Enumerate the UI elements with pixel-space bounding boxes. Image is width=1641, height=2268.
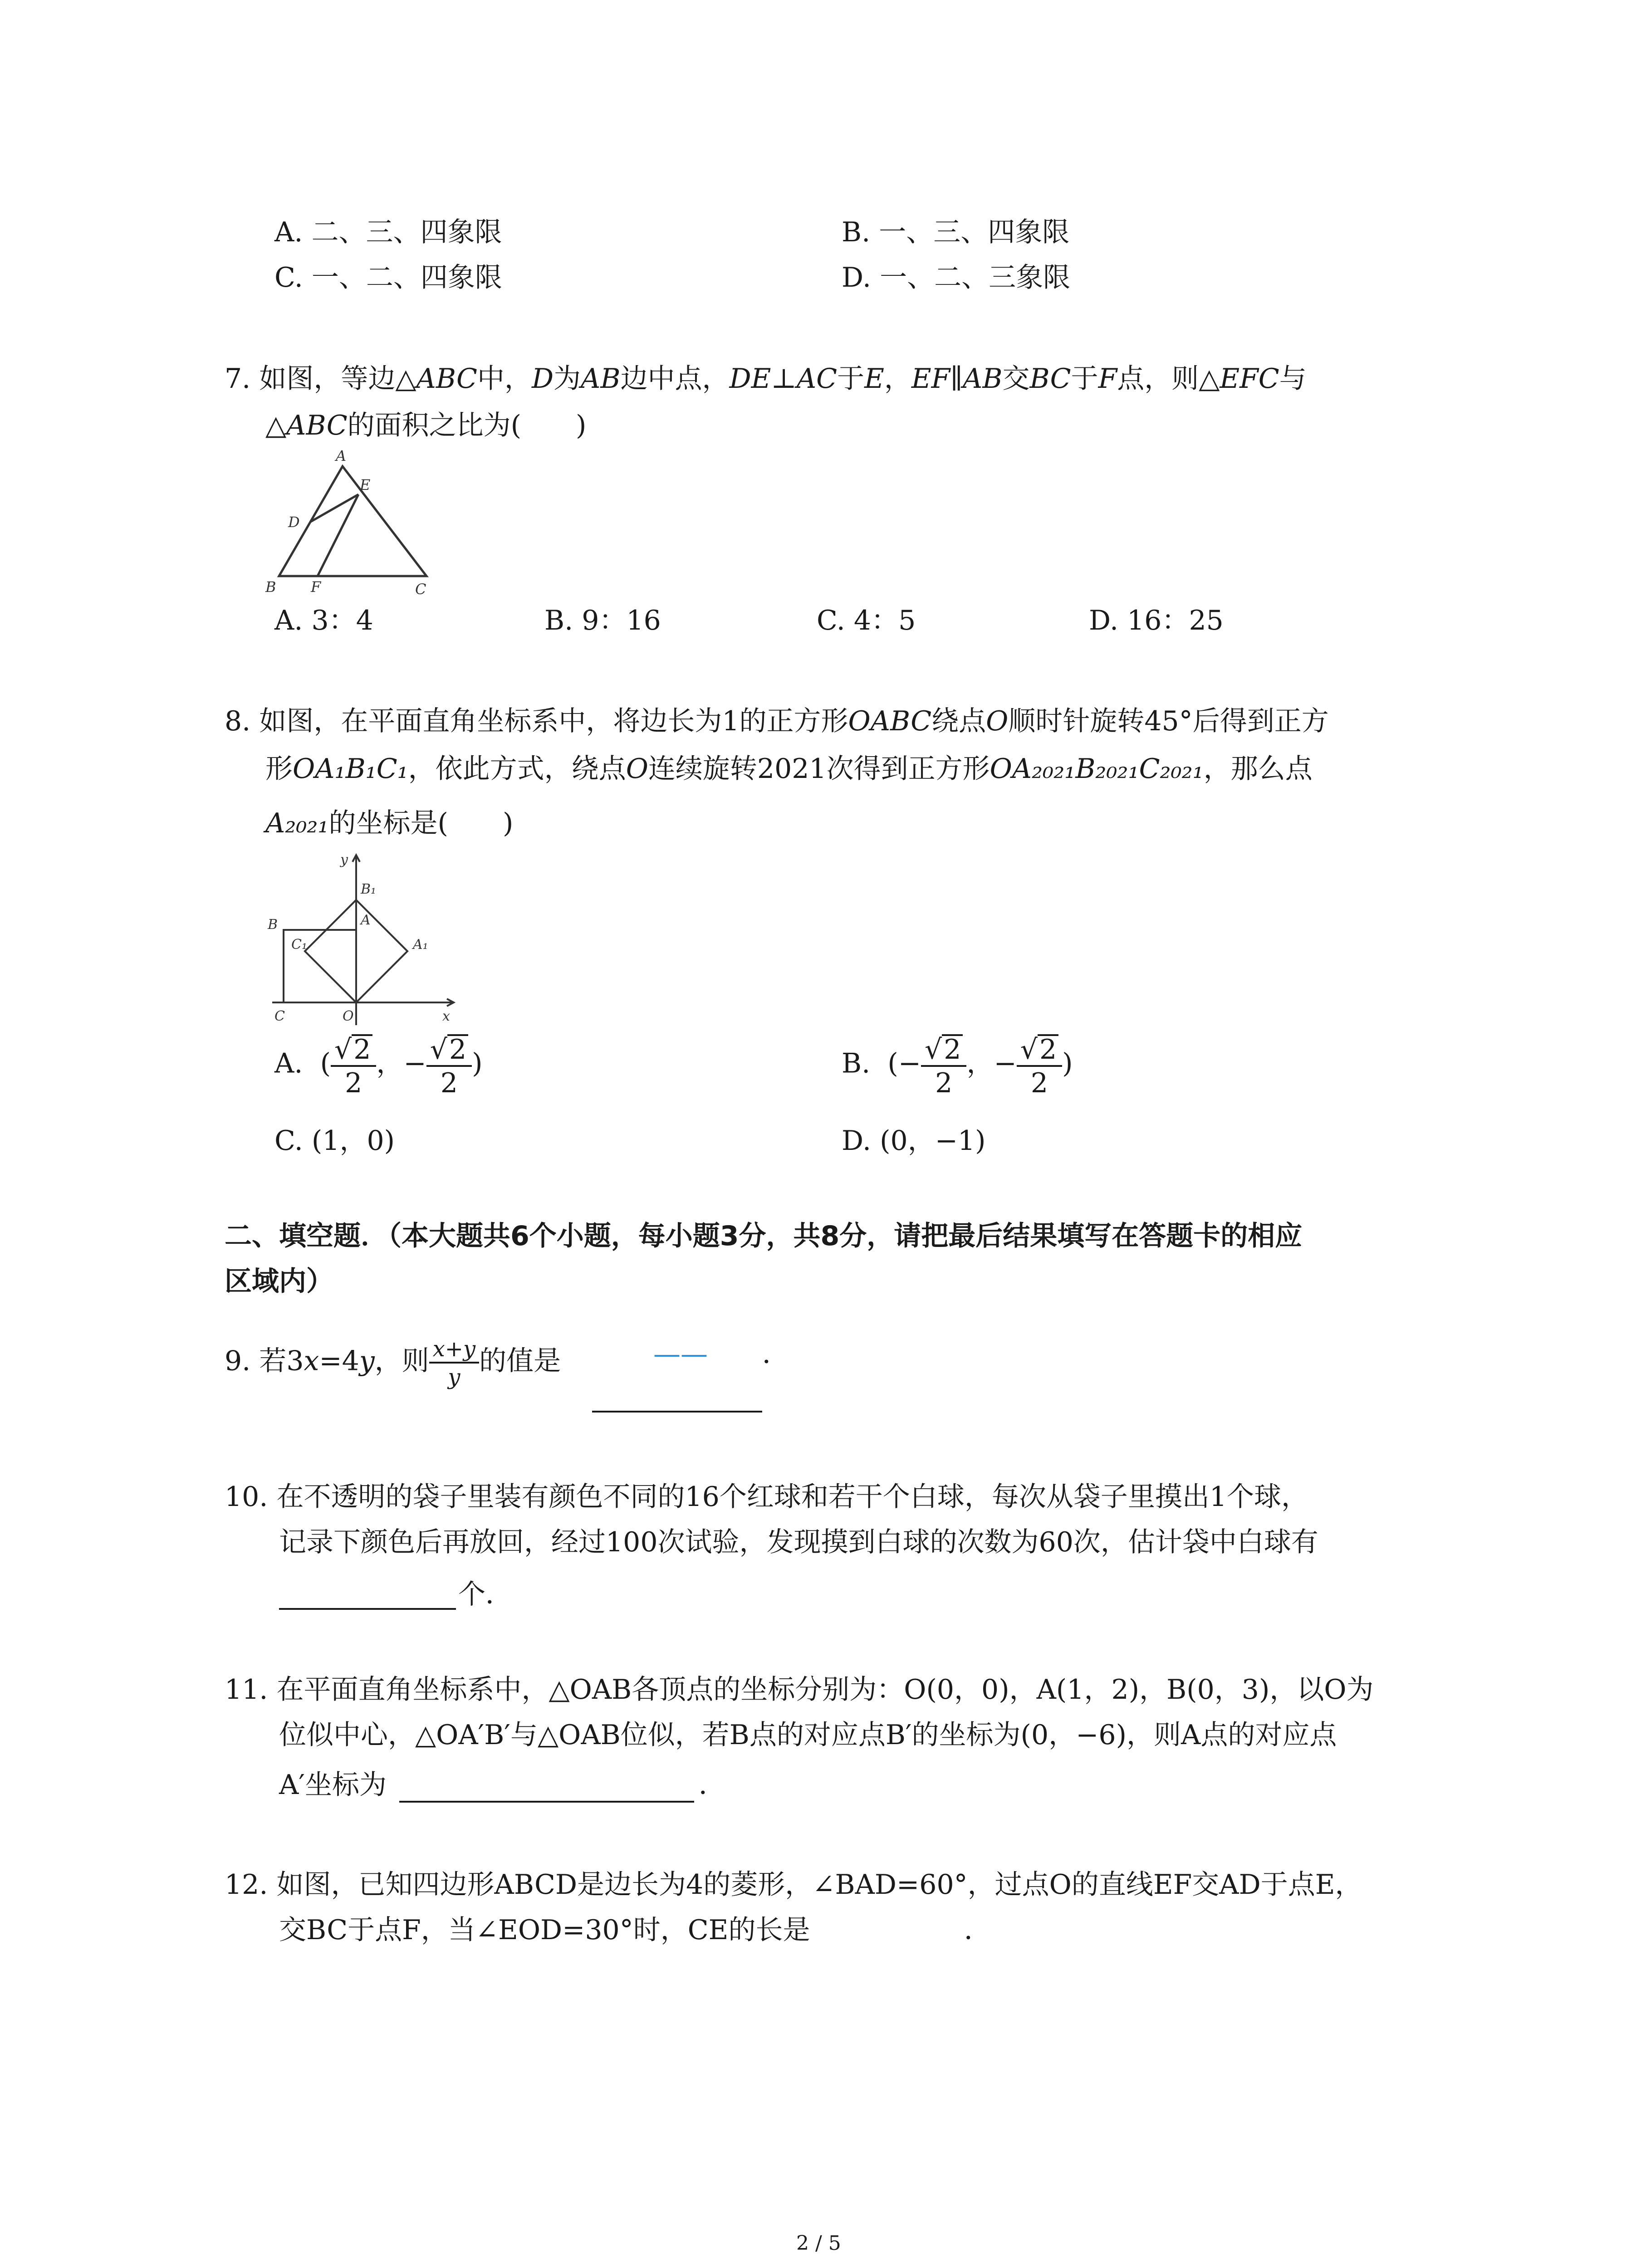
- q6-option-a: A. 二、三、四象限: [274, 216, 502, 248]
- q7-label-a: A: [336, 447, 347, 464]
- section-2-heading-line-1: 二、填空题．（本大题共6个小题，每小题3分，共8分，请把最后结果填写在答题卡的相应: [225, 1220, 1303, 1252]
- q8-text: 如图，在平面直角坐标系中，将边长为1的正方形: [259, 705, 848, 737]
- q7-text: ∥: [950, 363, 963, 395]
- q8-option-a: [274, 1034, 483, 1097]
- q8-fraction: $\frac{√2}{2}$: [331, 1034, 376, 1097]
- q7-label-b: B: [265, 578, 276, 596]
- q9-number: 9.: [225, 1345, 251, 1377]
- q9-num: x+y: [429, 1338, 479, 1364]
- q8-number: 8.: [225, 705, 251, 737]
- q8-paren: ): [472, 1047, 483, 1080]
- q7-text: ABC: [286, 410, 348, 441]
- q7-label-e: E: [360, 476, 371, 494]
- q7-text: 如图，等边△: [259, 363, 416, 395]
- q8-option-b-prefix: B.: [842, 1047, 871, 1080]
- q12-line-1: [225, 1869, 1362, 1901]
- q8-sqrt: 2: [352, 1034, 372, 1063]
- q8-option-c: C. (1，0): [274, 1125, 395, 1157]
- q7-text: 为: [554, 363, 581, 395]
- q8-paren: ): [1062, 1047, 1073, 1080]
- q7-text: D: [531, 363, 554, 395]
- q8-label-x: x: [442, 1008, 450, 1024]
- q8-label-o: O: [343, 1008, 354, 1024]
- q11-line-3: A′坐标为: [279, 1769, 387, 1801]
- q10-line-3-end: 个．: [458, 1579, 513, 1610]
- q7-text: AB: [963, 363, 1003, 395]
- q11-number: 11.: [225, 1674, 268, 1706]
- q7-label-c: C: [415, 581, 426, 598]
- q8-line-1: [225, 705, 1329, 737]
- page-number: 2 / 5: [796, 2232, 841, 2255]
- q7-text: DE: [729, 363, 771, 395]
- q8-minus: −: [898, 1047, 921, 1080]
- q8-fraction: $\frac{√2}{2}$: [426, 1034, 472, 1097]
- q7-text: 中，: [477, 363, 532, 395]
- q7-text: BC: [1029, 363, 1071, 395]
- q10-line-1: [225, 1481, 1309, 1513]
- q8-text: 形: [265, 753, 293, 785]
- q11-line-1: [225, 1674, 1374, 1706]
- q11-line-2: 位似中心，△OA′B′与△OAB位似，若B点的对应点B′的坐标为(0，−6)，则A点的对应点: [279, 1719, 1337, 1751]
- q7-option-c: C. 4：5: [817, 605, 916, 636]
- q7-text: ，: [884, 363, 911, 395]
- q8-den: 2: [345, 1067, 362, 1099]
- q8-label-y: y: [340, 852, 348, 868]
- q7-option-a: A. 3：4: [274, 605, 373, 636]
- q7-number: 7.: [225, 363, 251, 395]
- q8-label-a: A: [361, 912, 371, 928]
- q7-text: 于: [837, 363, 865, 395]
- q8-text: OA₁B₁C₁: [293, 753, 408, 785]
- q8-text: 的坐标是( ): [328, 807, 514, 839]
- q8-label-b1: B₁: [361, 881, 377, 897]
- q8-text: OABC: [848, 705, 932, 737]
- q7-text: AC: [796, 363, 838, 395]
- q8-label-b: B: [268, 917, 278, 933]
- q7-text: 的面积之比为( ): [347, 410, 587, 441]
- q6-option-c: C. 一、二、四象限: [274, 262, 502, 293]
- q8-text: ，那么点: [1203, 753, 1313, 785]
- q11-text: 在平面直角坐标系中，△OAB各顶点的坐标分别为：O(0，0)，A(1，2)，B(0，3)，以O为: [276, 1674, 1374, 1706]
- q8-text: 绕点: [931, 705, 986, 737]
- q8-option-a-prefix: A.: [274, 1047, 303, 1080]
- q7-text: 点，则△: [1117, 363, 1220, 395]
- q7-text: 与: [1279, 363, 1307, 395]
- q12-text: 如图，已知四边形ABCD是边长为4的菱形，∠BAD=60°，过点O的直线EF交AD于点E，: [276, 1869, 1362, 1901]
- q8-text: OA₂₀₂₁B₂₀₂₁C₂₀₂₁: [989, 753, 1204, 785]
- q7-label-d: D: [288, 513, 300, 531]
- q7-line-2: [265, 412, 586, 439]
- q8-option-d: D. (0，−1): [842, 1125, 986, 1157]
- q9-text: 的值是: [479, 1345, 561, 1377]
- q9-text: 若3: [259, 1345, 304, 1377]
- q8-label-c1: C₁: [291, 937, 307, 953]
- q8-option-b: [842, 1034, 1073, 1097]
- q7-triangle-figure: [261, 445, 451, 599]
- q7-text: 交: [1002, 363, 1030, 395]
- q10-text: 在不透明的袋子里装有颜色不同的16个红球和若干个白球，每次从袋子里摸出1个球，: [276, 1481, 1309, 1513]
- q6-option-b: B. 一、三、四象限: [842, 216, 1070, 248]
- q7-option-d: D. 16：25: [1089, 605, 1224, 636]
- q7-text: E: [864, 363, 884, 395]
- q9-text: ，则: [374, 1345, 429, 1377]
- section-2-heading-line-2: 区域内）: [225, 1266, 333, 1297]
- q10-number: 10.: [225, 1481, 268, 1513]
- q8-line-3: [265, 807, 514, 839]
- q7-line-1: [225, 363, 1307, 395]
- q8-label-c: C: [274, 1008, 285, 1024]
- q8-text: O: [986, 705, 1009, 737]
- q12-number: 12.: [225, 1869, 268, 1901]
- q8-comma: ，: [376, 1047, 404, 1080]
- q9-text: x: [304, 1345, 319, 1377]
- q8-minus: −: [403, 1047, 426, 1080]
- q9-line: [225, 1338, 561, 1388]
- q7-text: ⊥: [771, 363, 797, 395]
- q7-text: △: [265, 410, 287, 441]
- q9-period: ．: [762, 1338, 789, 1370]
- q9-den: y: [448, 1364, 460, 1390]
- q8-paren: (: [887, 1047, 898, 1080]
- q8-text: ，依此方式，绕点: [408, 753, 626, 785]
- q8-minus: −: [994, 1047, 1017, 1080]
- q8-sqrt: 2: [447, 1034, 468, 1063]
- q9-text: y: [359, 1345, 375, 1377]
- q7-text: ABC: [416, 363, 477, 395]
- q8-den: 2: [935, 1067, 953, 1099]
- q8-paren: (: [320, 1047, 331, 1080]
- q8-fraction: $\frac{√2}{2}$: [1017, 1034, 1062, 1097]
- q8-sqrt: 2: [1038, 1034, 1058, 1063]
- q7-text: EFC: [1220, 363, 1279, 395]
- q8-square-rotation-figure: [263, 848, 472, 1030]
- q8-text: O: [626, 753, 648, 785]
- q7-label-f: F: [311, 578, 321, 596]
- q11-period: ．: [699, 1769, 726, 1801]
- q8-line-2: [265, 753, 1313, 785]
- q8-fraction: $\frac{√2}{2}$: [921, 1034, 966, 1097]
- q8-sqrt: 2: [942, 1034, 963, 1063]
- q10-answer-blank[interactable]: [279, 1608, 456, 1610]
- q8-den: 2: [1030, 1067, 1048, 1099]
- q7-text: EF: [911, 363, 950, 395]
- q7-text: 边中点，: [620, 363, 730, 395]
- q9-blue-mark: ——: [653, 1338, 708, 1370]
- q8-text: 顺时针旋转45°后得到正方: [1008, 705, 1329, 737]
- q7-text: AB: [581, 363, 621, 395]
- q9-text: =4: [319, 1345, 359, 1377]
- q11-answer-blank[interactable]: [399, 1801, 694, 1803]
- q7-text: F: [1098, 363, 1117, 395]
- q12-line-2: 交BC于点F，当∠EOD=30°时，CE的长是: [279, 1914, 810, 1946]
- q8-comma: ，: [966, 1047, 994, 1080]
- q6-option-d: D. 一、二、三象限: [842, 262, 1071, 293]
- q9-fraction: [429, 1338, 479, 1388]
- q8-text: A₂₀₂₁: [265, 807, 329, 839]
- q8-label-a1: A₁: [413, 937, 428, 953]
- q8-den: 2: [440, 1067, 458, 1099]
- q9-answer-blank[interactable]: [592, 1411, 762, 1413]
- q10-line-2: 记录下颜色后再放回，经过100次试验，发现摸到白球的次数为60次，估计袋中白球有: [279, 1526, 1318, 1558]
- q8-text: 连续旋转2021次得到正方形: [648, 753, 990, 785]
- q7-option-b: B. 9：16: [544, 605, 661, 636]
- q12-period: ．: [964, 1914, 991, 1946]
- q7-text: 于: [1071, 363, 1098, 395]
